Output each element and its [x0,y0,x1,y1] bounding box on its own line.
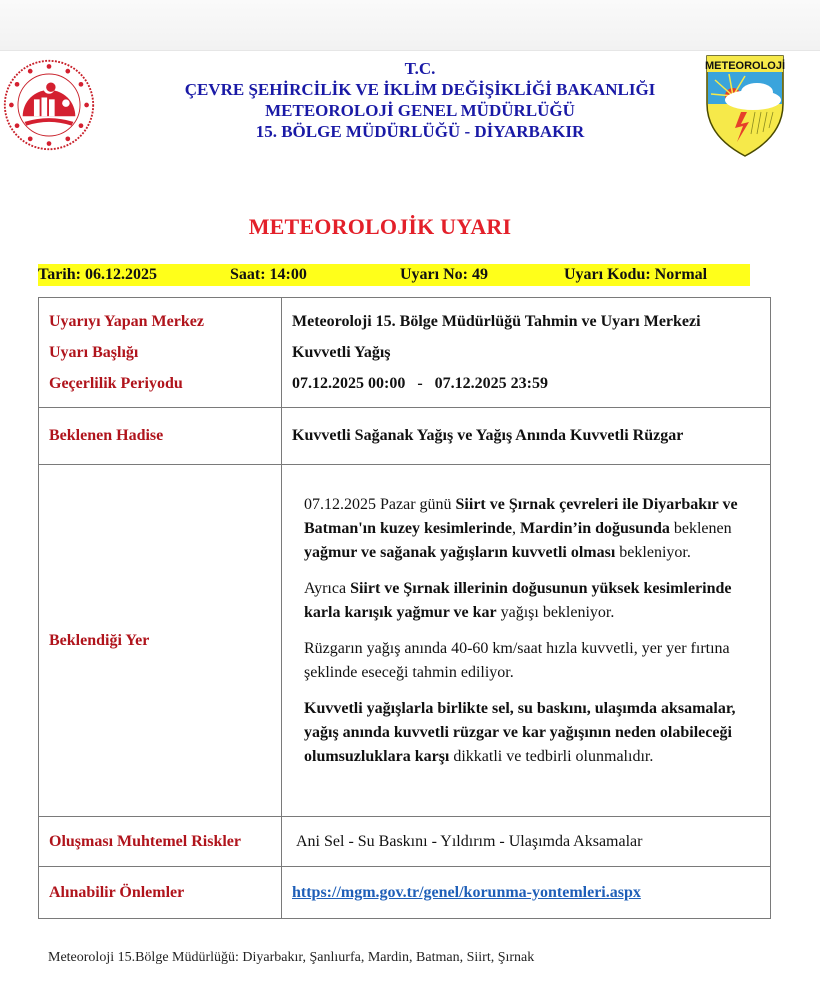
table-row-expected-location [39,465,771,817]
label-measures: Alınabilir Önlemler [39,867,282,919]
warning-table [38,297,771,919]
warning-number: Uyarı No: 49 [400,266,488,283]
header-line-tc: T.C. [404,59,436,78]
location-paragraph-2: Ayrıca Siirt ve Şırnak illerinin doğusunun yüksek kesimlerinde karla karışık yağmur ve kar yağışı bekleniyor. [304,580,732,621]
protection-methods-link[interactable]: https://mgm.gov.tr/genel/korunma-yontemleri.aspx [292,883,641,901]
document-header [0,50,820,170]
label-possible-risks: Oluşması Muhtemel Riskler [39,817,282,867]
table-row-center [39,298,771,408]
value-measures [282,867,771,919]
warning-time: Saat: 14:00 [230,266,307,283]
labels-cell [39,298,282,408]
location-paragraph-3: Rüzgarın yağış anında 40-60 km/saat hızla kuvvetli, yer yer fırtına şeklinde eseceği tahmin ediliyor. [304,640,730,681]
label-issuing-center: Uyarıyı Yapan Merkez [49,313,204,330]
value-issuing-center: Meteoroloji 15. Bölge Müdürlüğü Tahmin ve Uyarı Merkezi [292,313,701,330]
header-text [150,58,690,142]
footer-regions: Meteoroloji 15.Bölge Müdürlüğü: Diyarbakır, Şanlıurfa, Mardin, Batman, Siirt, Şırnak [48,950,535,965]
value-validity-period: 07.12.2025 00:00 - 07.12.2025 23:59 [292,375,548,392]
header-line-region: 15. BÖLGE MÜDÜRLÜĞÜ - DİYARBAKIR [255,122,585,141]
location-paragraph-1: 07.12.2025 Pazar günü Siirt ve Şırnak çevreleri ile Diyarbakır ve Batman'ın kuzey kesimlerinde, Mardin’in doğusunda beklenen yağmur ve sağanak yağışların kuvvetli olması bekleniyor. [304,496,738,561]
value-expected-location [282,465,771,817]
label-validity-period: Geçerlilik Periyodu [49,375,183,392]
table-row-expected-event [39,408,771,465]
table-row-risks [39,817,771,867]
label-expected-location: Beklendiği Yer [39,465,282,817]
location-paragraph-4: Kuvvetli yağışlarla birlikte sel, su baskını, ulaşımda aksamalar, yağış anında kuvvetli rüzgar ve kar yağışının neden olabileceği olumsuzluklara karşı dikkatli ve tedbirli olunmalıdır. [304,700,736,765]
page-title: METEOROLOJİK UYARI [248,214,512,239]
value-expected-event: Kuvvetli Sağanak Yağış ve Yağış Anında Kuvvetli Rüzgar [282,408,771,465]
warning-code: Uyarı Kodu: Normal [564,266,708,283]
header-line-directorate: METEOROLOJİ GENEL MÜDÜRLÜĞÜ [265,101,575,120]
label-warning-title: Uyarı Başlığı [49,344,139,361]
warning-info-bar [38,264,750,286]
warning-date: Tarih: 06.12.2025 [38,266,157,283]
top-band [0,0,820,51]
values-cell [282,298,771,408]
label-expected-event: Beklenen Hadise [39,408,282,465]
table-row-measures [39,867,771,919]
meteoroloji-shield-icon [705,54,785,158]
header-line-ministry: ÇEVRE ŞEHİRCİLİK VE İKLİM DEĞİŞİKLİĞİ BAKANLIĞI [184,80,656,99]
ministry-emblem-icon [2,58,96,152]
logo-text: METEOROLOJİ [705,60,785,72]
value-warning-title: Kuvvetli Yağış [292,344,391,361]
value-possible-risks: Ani Sel - Su Baskını - Yıldırım - Ulaşımda Aksamalar [282,817,771,867]
